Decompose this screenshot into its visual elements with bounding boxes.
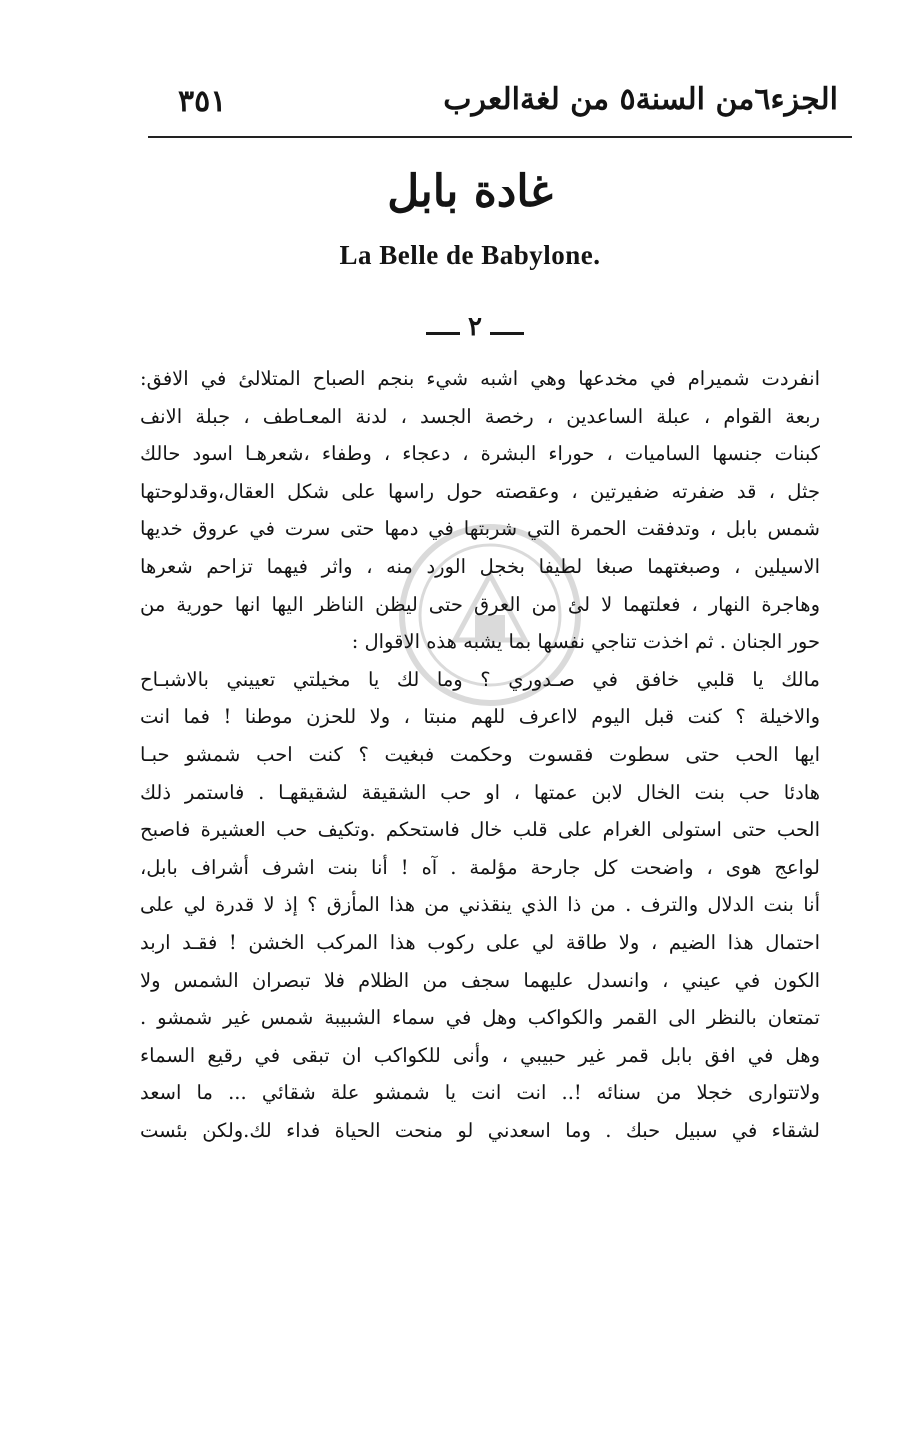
section-dash-right <box>490 332 524 335</box>
body-line: لشقاء في سبيل حبك . وما اسعدني لو منحت الحياة فداء لك.ولكن بئست <box>140 1118 820 1142</box>
body-line: الكون في عيني ، وانسدل عليهما سجف من الظلام فلا تبصران الشمس ولا <box>140 968 820 992</box>
article-subtitle: La Belle de Babylone. <box>339 240 601 270</box>
section-number <box>420 312 530 342</box>
section-number-label: ٢ <box>468 312 482 342</box>
body-line: وهاجرة النهار ، فعلتهما لا لئ من العرق حتى ليظن الناظر اليها انها حورية من <box>140 592 820 616</box>
page-number: ٣٥١ <box>178 84 227 119</box>
body-line: تمتعان بالنظر الى القمر والكواكب وهل في سماء الشبيبة شمس غير شمشو . <box>140 1006 820 1030</box>
body-line: هادئا حب بنت الخال لابن عمتها ، او حب الشقيقة لشقيقهـا . فاستمر ذلك <box>140 780 820 804</box>
running-head <box>150 62 850 132</box>
body-line: ولاتتوارى خجلا من سنائه !.. انت انت يا شمشو علة شقائي ... ما اسعد <box>140 1081 820 1105</box>
body-line: الاسيلين ، وصبغتهما صبغا لطيفا بخجل الورد منه ، واثر فيهما تزاحم شعرها <box>140 554 820 578</box>
body-line: الحب حتى استولى الغرام على قلب خال فاستحكم .وتكيف حب العشيرة فاصبح <box>140 818 820 842</box>
header-divider <box>148 136 852 138</box>
body-line: مالك يا قلبي خافق في صـدوري ؟ وما لك يا مخيلتي تعييني بالاشبـاح <box>140 667 820 691</box>
body-line: لواعج هوى ، واضحت كل جارحة مؤلمة . آه ! أنا بنت اشرف أشراف بابل، <box>140 855 820 879</box>
body-line: احتمال هذا الضيم ، ولا طاقة لي على ركوب هذا المركب الخشن ! فقـد اربد <box>140 930 820 954</box>
section-dash-left <box>426 332 460 335</box>
body-line: وهل في افق بابل قمر غير حبيبي ، وأنى للكواكب ان تبقى في رقيع السماء <box>140 1043 820 1067</box>
article-title: غادة بابل <box>387 166 553 217</box>
body-line: حور الجنان . ثم اخذت تناجي نفسها بما يشبه هذه الاقوال : <box>351 630 820 654</box>
body-line: كبنات جنسها الساميات ، حوراء البشرة ، دعجاء ، وطفاء ،شعرهـا اسود حالك <box>140 442 820 466</box>
article-body <box>140 360 820 1149</box>
body-line: جثل ، قد ضفرته ضفيرتين ، وعقصته حول راسها على شكل العقال،وقدلوحتها <box>140 479 820 503</box>
body-line: ربعة القوام ، عبلة الساعدين ، رخصة الجسد ، لدنة المعـاطف ، جبلة الانف <box>140 404 820 428</box>
body-line: ايها الحب حتى سطوت فقسوت وحكمت فبغيت ؟ كنت احب شمشو حبـا <box>140 742 820 766</box>
journal-title: الجزء٦من السنة٥ من لغةالعرب <box>443 82 838 117</box>
body-line: والاخيلة ؟ كنت قبل اليوم لااعرف للهم منبتا ، ولا للحزن موطنا ! فما انت <box>140 705 820 729</box>
body-line: شمس بابل ، وتدفقت الحمرة التي شربتها في دمها حتى سرت في عروق خديها <box>140 517 820 541</box>
body-line: أنا بنت الدلال والترف . من ذا الذي ينقذني من هذا المأزق ؟ إذ لا قدرة لي على <box>140 893 820 917</box>
body-line: انفردت شميرام في مخدعها وهي اشبه شيء بنجم الصباح المتلالئ في الافق: <box>140 367 820 390</box>
